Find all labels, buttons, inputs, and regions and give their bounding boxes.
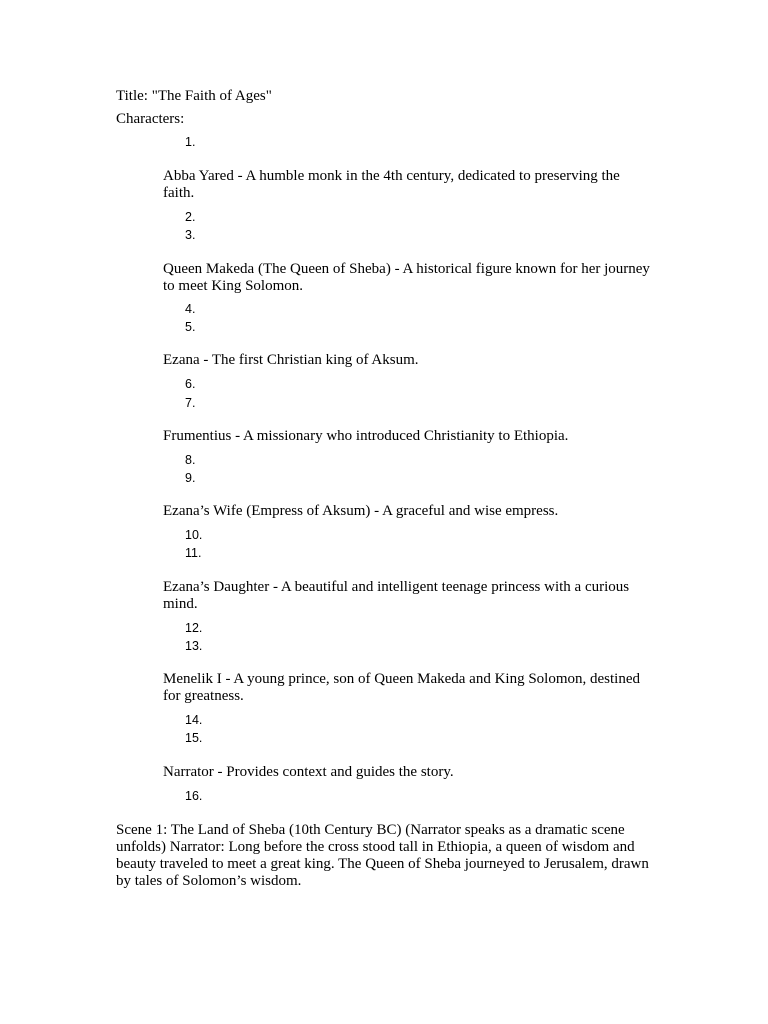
list-number: 10. xyxy=(185,528,203,542)
list-number: 8. xyxy=(185,453,196,467)
document-title: Title: "The Faith of Ages" xyxy=(116,88,272,104)
character-entry: Queen Makeda (The Queen of Sheba) - A historical figure known for her journey to meet King Solomon. xyxy=(163,261,650,294)
list-number: 4. xyxy=(185,302,196,316)
character-entry: Frumentius - A missionary who introduced Christianity to Ethiopia. xyxy=(163,428,569,444)
character-entry: Abba Yared - A humble monk in the 4th century, dedicated to preserving the faith. xyxy=(163,168,620,201)
character-entry: Ezana’s Wife (Empress of Aksum) - A graceful and wise empress. xyxy=(163,503,559,519)
list-number: 14. xyxy=(185,713,203,727)
character-entry: Narrator - Provides context and guides the story. xyxy=(163,764,454,780)
list-number: 9. xyxy=(185,471,196,485)
list-number: 5. xyxy=(185,320,196,334)
list-number: 2. xyxy=(185,210,196,224)
character-entry: Menelik I - A young prince, son of Queen Makeda and King Solomon, destined for greatness. xyxy=(163,671,640,704)
list-number: 11. xyxy=(185,546,202,560)
character-entry: Ezana - The first Christian king of Aksum. xyxy=(163,352,419,368)
characters-heading: Characters: xyxy=(116,111,185,127)
list-number: 16. xyxy=(185,789,203,803)
list-number: 6. xyxy=(185,377,196,391)
scene-paragraph: Scene 1: The Land of Sheba (10th Century BC) (Narrator speaks as a dramatic scene unfolds) Narrator: Long before the cross stood tall in Ethiopia, a queen of wisdom and beauty traveled to meet a great king. The Queen of Sheba journeyed to Jerusalem, drawn by tales of Solomon’s wisdom. xyxy=(116,822,649,889)
list-number: 3. xyxy=(185,228,196,242)
character-entry: Ezana’s Daughter - A beautiful and intelligent teenage princess with a curious mind. xyxy=(163,579,630,612)
list-number: 12. xyxy=(185,621,203,635)
list-number: 1. xyxy=(185,135,196,149)
list-number: 13. xyxy=(185,639,203,653)
list-number: 15. xyxy=(185,731,203,745)
list-number: 7. xyxy=(185,396,196,410)
